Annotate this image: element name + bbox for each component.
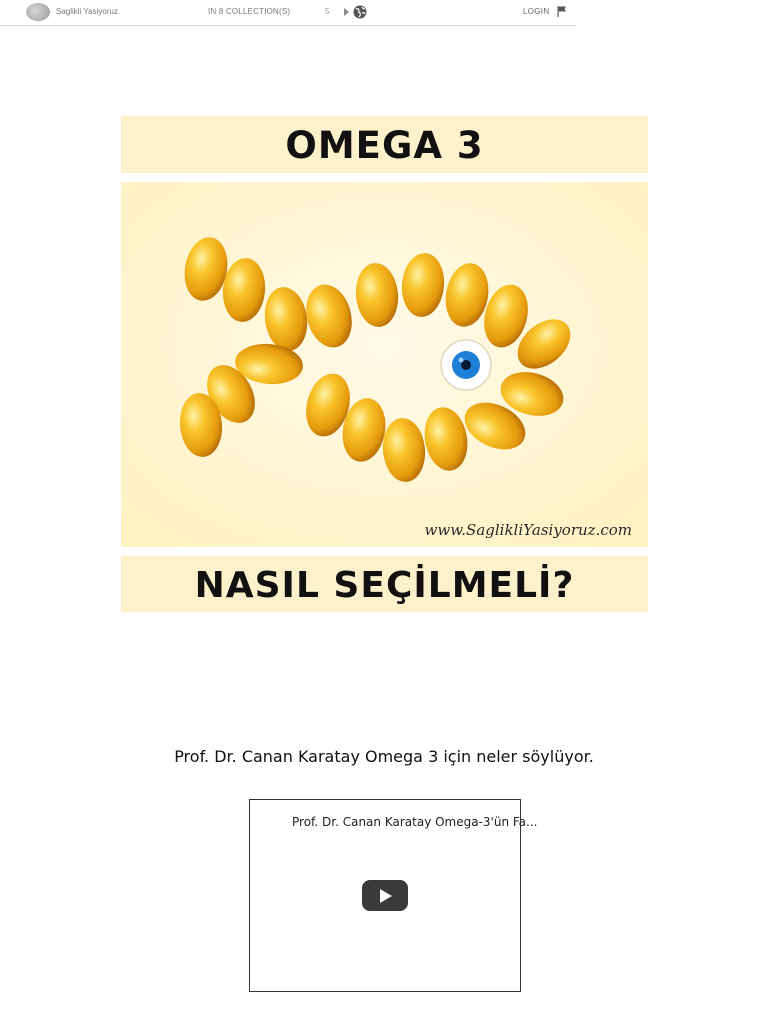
- arrow-right-icon[interactable]: [344, 8, 349, 16]
- fish-capsules-photo: [121, 182, 648, 547]
- globe-icon[interactable]: [353, 5, 367, 19]
- avatar[interactable]: [26, 3, 50, 21]
- top-bar: [0, 0, 576, 26]
- infographic-subtitle: NASIL SEÇİLMELİ?: [121, 556, 648, 612]
- fish-capsules-illustration: [121, 182, 648, 547]
- collection-count: 5: [325, 7, 330, 16]
- article-intro: Prof. Dr. Canan Karatay Omega 3 için neler söylüyor.: [174, 747, 594, 766]
- video-embed[interactable]: [249, 799, 538, 992]
- infographic-title: OMEGA 3: [121, 116, 648, 173]
- fish-eye: [441, 340, 491, 390]
- watermark-url: www.SaglikliYasiyoruz.com: [424, 521, 632, 539]
- brand-name[interactable]: Saglikli Yasiyoruz: [56, 7, 118, 16]
- collections-link[interactable]: IN 8 COLLECTION(S): [208, 7, 291, 16]
- flag-icon[interactable]: [557, 6, 567, 17]
- video-title[interactable]: Prof. Dr. Canan Karatay Omega-3'ün Fa...: [292, 815, 538, 829]
- omega3-infographic: [121, 116, 648, 612]
- login-button[interactable]: LOGIN: [523, 7, 550, 16]
- play-icon[interactable]: [362, 880, 408, 911]
